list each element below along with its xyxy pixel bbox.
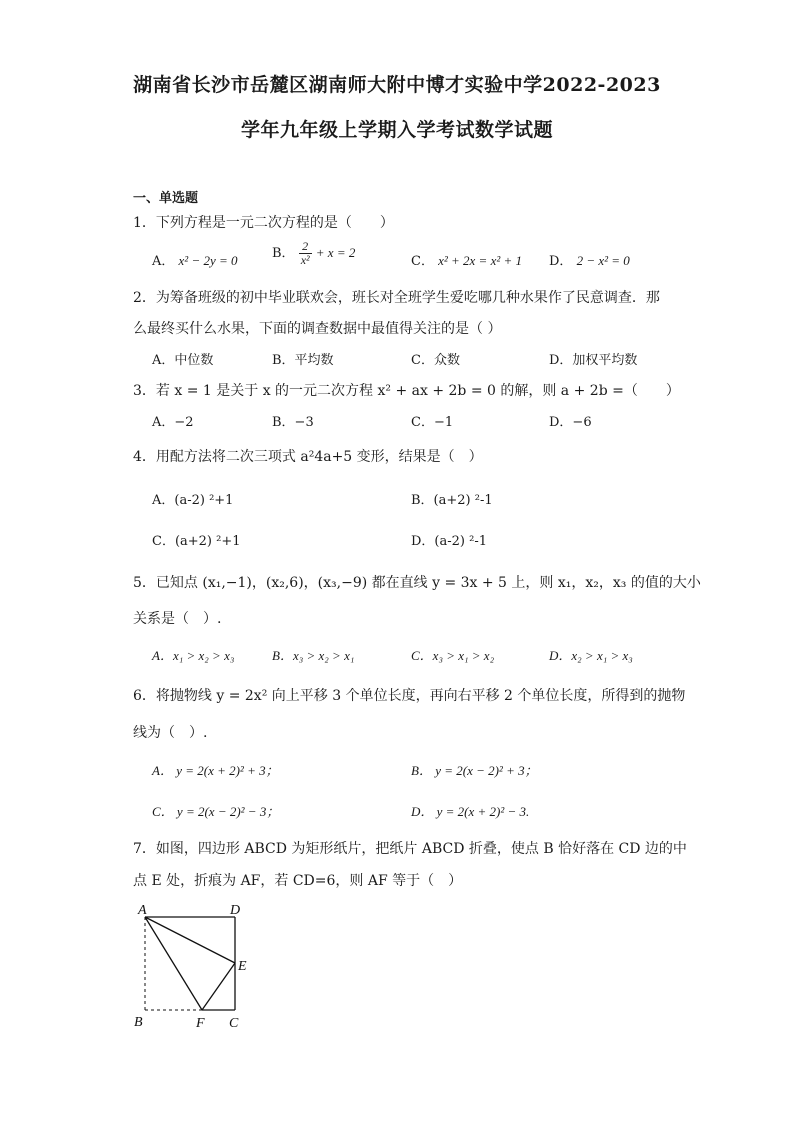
question-7-stem-line2: 点 E 处，折痕为 AF，若 CD=6，则 AF 等于（ ） [133,873,463,889]
question-5-stem-line1: 5．已知点 (x₁,−1)，(x₂,6)，(x₃,−9) 都在直线 y = 3x + 5 上，则 x₁，x₂，x₃ 的值的大小 [133,575,701,591]
q3-option-c: C．−1 [411,415,454,430]
q6-option-b: B． y = 2(x − 2)² + 3； [411,763,538,778]
q1-option-a [152,250,238,269]
question-3-stem: 3．若 x = 1 是关于 x 的一元二次方程 x² + ax + 2b = 0 的解，则 a + 2b =（ ） [133,383,680,399]
point-label-a: A [138,903,147,918]
point-label-d: D [230,903,241,918]
point-label-e: E [238,959,247,974]
q1-option-d-text: 2 − x² = 0 [576,253,630,268]
question-2-stem-line1: 2．为筹备班级的初中毕业联欢会，班长对全班学生爱吃哪几种水果作了民意调查．那 [133,290,660,306]
q2-option-c: C．众数 [411,353,460,368]
q1-option-a-label: A． [152,254,175,269]
q3-option-d: D．−6 [549,415,592,430]
q6-option-a: A． y = 2(x + 2)² + 3； [152,763,279,778]
q1-option-c-label: C． [411,254,434,269]
q6-option-c: C． y = 2(x − 2)² − 3； [152,804,280,819]
question-5-stem-line2: 关系是（ ）. [133,611,222,627]
q1-option-c-text: x² + 2x = x² + 1 [438,253,523,268]
q2-option-d: D．加权平均数 [549,353,638,368]
q1-option-c [411,250,522,269]
question-2-stem-line2: 么最终买什么水果，下面的调查数据中最值得关注的是（ ） [133,321,502,337]
point-label-f: F [196,1016,205,1031]
question-4-stem: 4．用配方法将二次三项式 a²4a+5 变形，结果是（ ） [133,449,483,465]
question-6-stem-line1: 6．将抛物线 y = 2x² 向上平移 3 个单位长度，再向右平移 2 个单位长度，所得到的抛物 [133,688,686,704]
q1-option-b-fraction [299,240,312,267]
q4-option-d: D．(a-2) ²-1 [411,534,487,549]
q5-option-a: A．x₁ > x₂ > x₃ [152,648,235,663]
question-6-stem-line2: 线为（ ）. [133,725,208,741]
question-1-stem: 1．下列方程是一元二次方程的是（ ） [133,215,394,231]
q1-option-b-label: B． [272,246,295,261]
q5-option-b: B．x₃ > x₂ > x₁ [272,648,355,663]
q4-option-c: C．(a+2) ²+1 [152,534,241,549]
q3-option-b: B．−3 [272,415,314,430]
q1-option-b-rest: + x = 2 [315,245,356,260]
q1-option-a-text: x² − 2y = 0 [178,253,238,268]
q4-option-a: A．(a-2) ²+1 [152,493,234,508]
q2-option-a: A．中位数 [152,353,214,368]
q1-option-d [549,250,630,269]
q2-option-b: B．平均数 [272,353,334,368]
q5-option-d: D．x₂ > x₁ > x₃ [549,648,633,663]
exam-title-line1: 湖南省长沙市岳麓区湖南师大附中博才实验中学2022-2023 [133,74,661,96]
point-label-b: B [134,1015,143,1030]
q6-option-d: D． y = 2(x + 2)² − 3. [411,804,530,819]
q1-option-b-denominator: x² [300,253,310,267]
section-heading: 一、单选题 [133,191,199,206]
q1-option-d-label: D． [549,254,573,269]
q5-option-c: C．x₃ > x₁ > x₂ [411,648,495,663]
q1-option-b [272,240,355,267]
question-7-stem-line1: 7．如图，四边形 ABCD 为矩形纸片，把纸片 ABCD 折叠，使点 B 恰好落在 CD 边的中 [133,841,687,857]
point-label-c: C [229,1016,239,1031]
segment-ef [202,963,235,1010]
exam-title-line2: 学年九年级上学期入学考试数学试题 [240,119,553,141]
rectangle-fold-figure [130,900,270,1040]
q1-option-b-numerator: 2 [299,240,312,254]
q4-option-b: B．(a+2) ²-1 [411,493,493,508]
q3-option-a: A．−2 [152,415,194,430]
